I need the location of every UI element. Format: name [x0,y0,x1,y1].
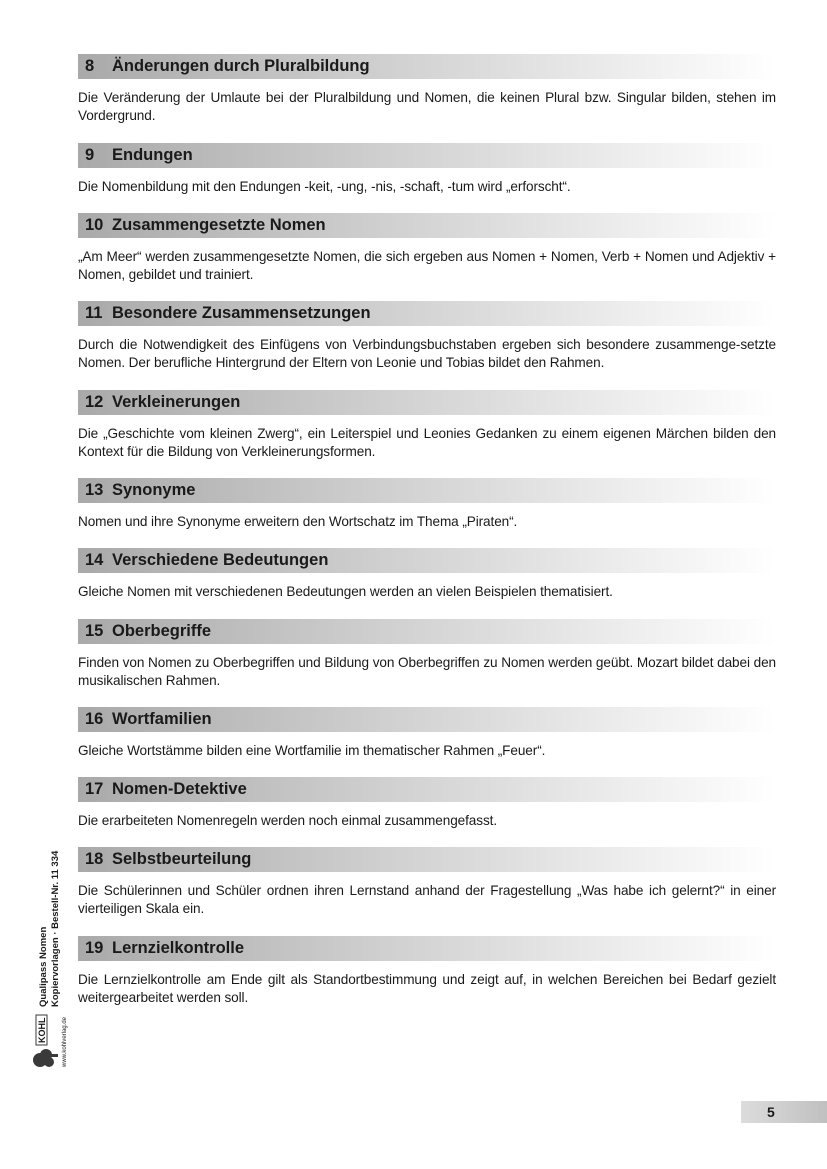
section-number: 16 [85,710,104,728]
section-heading [78,301,776,326]
section-heading [78,619,776,644]
section-text: „Am Meer“ werden zusammengesetzte Nomen, die sich ergeben aus Nomen + Nomen, Verb + Nomen und Adjektiv + Nomen, gebildet und trainiert. [78,249,776,282]
section-number: 19 [85,939,104,957]
section-12 [78,390,776,461]
section-17 [78,777,776,830]
section-title: Zusammengesetzte Nomen [112,216,326,234]
section-heading [78,777,776,802]
section-heading [78,847,776,872]
section-title: Synonyme [112,481,196,499]
section-heading [78,548,776,573]
svg-text:KOHL: KOHL [37,1017,47,1043]
section-number: 15 [85,622,104,640]
section-text: Die Lernzielkontrolle am Ende gilt als Standortbestimmung und zeigt auf, in welchen Bereichen bei Bedarf gezielt weitergearbeitet werden soll. [78,972,776,1005]
section-title: Änderungen durch Pluralbildung [112,57,370,75]
section-heading [78,54,776,79]
section-title: Besondere Zusammensetzungen [112,304,371,322]
section-13 [78,478,776,531]
section-16 [78,707,776,760]
section-title: Nomen-Detektive [112,780,247,798]
section-11 [78,301,776,372]
sidebar-title: Qualipass Nomen [38,926,49,1007]
section-18 [78,847,776,918]
section-title: Selbstbeurteilung [112,850,252,868]
section-number: 12 [85,393,104,411]
section-number: 11 [85,304,103,322]
section-number: 18 [85,850,104,868]
section-title: Verschiedene Bedeutungen [112,551,329,569]
section-title: Wortfamilien [112,710,212,728]
section-number: 14 [85,551,104,569]
section-10 [78,213,776,284]
section-text: Finden von Nomen zu Oberbegriffen und Bildung von Oberbegriffen zu Nomen werden geübt. Mozart bildet dabei den musikalischen Rahmen. [78,655,776,688]
sidebar-order-number: Kopiervorlagen · Bestell-Nr. 11 334 [50,850,61,1007]
section-8 [78,54,776,125]
section-number: 10 [85,216,104,234]
section-text: Gleiche Wortstämme bilden eine Wortfamilie im thematischer Rahmen „Feuer“. [78,743,546,758]
section-9 [78,143,776,196]
section-15 [78,619,776,690]
section-heading [78,707,776,732]
section-14 [78,548,776,601]
section-title: Oberbegriffe [112,622,212,640]
section-heading [78,213,776,238]
section-number: 13 [85,481,104,499]
section-heading [78,390,776,415]
section-text: Gleiche Nomen mit verschiedenen Bedeutungen werden an vielen Beispielen thematisiert. [78,584,613,599]
section-text: Die Schülerinnen und Schüler ordnen ihren Lernstand anhand der Fragestellung „Was habe ich gelernt?“ in einer vierteiligen Skala ein. [78,883,776,916]
section-heading [78,143,776,168]
section-text: Die Veränderung der Umlaute bei der Pluralbildung und Nomen, die keinen Plural bzw. Singular bilden, stehen im Vordergrund. [78,90,776,123]
section-number: 9 [85,146,95,164]
section-number: 8 [85,57,95,75]
section-heading [78,478,776,503]
section-heading [78,936,776,961]
section-title: Endungen [112,146,193,164]
section-text: Die erarbeiteten Nomenregeln werden noch einmal zusammengefasst. [78,813,498,828]
section-text: Die Nomenbildung mit den Endungen -keit, -ung, -nis, -schaft, -tum wird „erforscht“. [78,179,571,194]
section-text: Durch die Notwendigkeit des Einfügens von Verbindungsbuchstaben ergeben sich besondere zusammenge-setzte Nomen. Der berufliche Hintergrund der Eltern von Leonie und Tobias bildet den Rahmen. [78,337,776,370]
section-text: Die „Geschichte vom kleinen Zwerg“, ein Leiterspiel und Leonies Gedanken zu einem eigenen Märchen bilden den Kontext für die Bildung von Verkleinerungsformen. [78,426,776,459]
section-title: Lernzielkontrolle [112,939,245,957]
section-title: Verkleinerungen [112,393,241,411]
svg-text:www.kohlverlag.de: www.kohlverlag.de [62,1016,68,1067]
section-text: Nomen und ihre Synonyme erweitern den Wortschatz im Thema „Piraten“. [78,514,518,529]
publisher-logo-icon [22,1013,68,1069]
publisher-sidebar [18,835,72,1075]
section-19 [78,936,776,1007]
section-number: 17 [85,780,104,798]
page-number: 5 [741,1101,827,1123]
